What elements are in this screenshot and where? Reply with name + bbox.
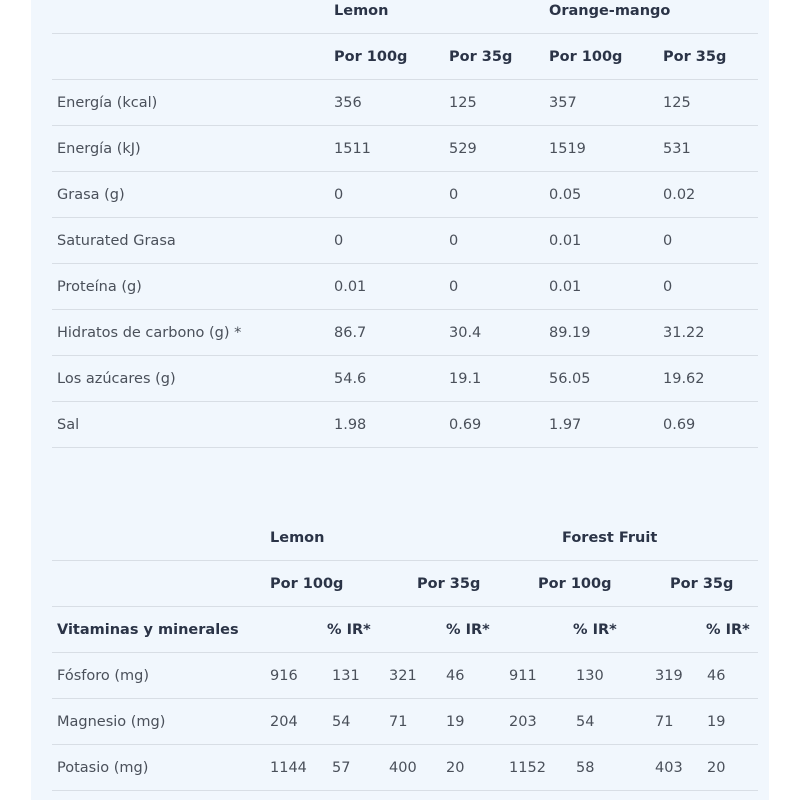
value-cell: 20 (702, 745, 758, 791)
row-label: Saturated Grasa (52, 218, 329, 264)
value-cell: 54 (327, 699, 384, 745)
value-cell: 30.4 (444, 310, 544, 356)
value-cell: 0.69 (658, 402, 758, 448)
portion-header: Por 100g (329, 34, 444, 80)
value-cell: 1152 (504, 745, 571, 791)
value-cell: 125 (444, 80, 544, 126)
ir-header: % IR* (504, 607, 650, 653)
value-cell: 19 (702, 699, 758, 745)
value-cell: 31.22 (658, 310, 758, 356)
flavor-header-row (52, 0, 758, 34)
value-cell: 356 (329, 80, 444, 126)
section-label: Vitaminas y minerales (52, 607, 265, 653)
portion-header: Por 35g (650, 561, 758, 607)
value-cell: 1511 (329, 126, 444, 172)
value-cell: 916 (265, 653, 327, 699)
value-cell: 0.69 (444, 402, 544, 448)
row-label: Energía (kJ) (52, 126, 329, 172)
value-cell: 125 (658, 80, 758, 126)
value-cell: 46 (702, 653, 758, 699)
value-cell: 911 (504, 653, 571, 699)
value-cell: 0 (658, 264, 758, 310)
value-cell: 54 (571, 699, 650, 745)
value-cell: 319 (650, 653, 702, 699)
value-cell: 1.98 (329, 402, 444, 448)
value-cell: 204 (265, 699, 327, 745)
table-row (52, 172, 758, 218)
value-cell: 0.01 (329, 264, 444, 310)
value-cell: 46 (441, 653, 504, 699)
nutrition-table (52, 0, 758, 448)
row-label: Hidratos de carbono (g) * (52, 310, 329, 356)
portion-header-row (52, 561, 758, 607)
row-label: Sal (52, 402, 329, 448)
ir-header-row (52, 607, 758, 653)
table-row (52, 653, 758, 699)
table-row (52, 80, 758, 126)
portion-header: Por 100g (504, 561, 650, 607)
value-cell: 71 (650, 699, 702, 745)
value-cell: 71 (384, 699, 441, 745)
flavor-header-lemon: Lemon (265, 515, 504, 561)
value-cell: 19 (441, 699, 504, 745)
table-row (52, 264, 758, 310)
row-label: Proteína (g) (52, 264, 329, 310)
empty-cell (52, 34, 329, 80)
value-cell: 400 (384, 745, 441, 791)
flavor-header-forest-fruit: Forest Fruit (504, 515, 758, 561)
value-cell: 89.19 (544, 310, 658, 356)
row-label: Magnesio (mg) (52, 699, 265, 745)
value-cell: 203 (504, 699, 571, 745)
value-cell: 531 (658, 126, 758, 172)
value-cell: 19.1 (444, 356, 544, 402)
portion-header: Por 100g (265, 561, 384, 607)
flavor-header-orange-mango: Orange-mango (544, 0, 758, 34)
value-cell: 57 (327, 745, 384, 791)
flavor-header-row (52, 515, 758, 561)
value-cell: 357 (544, 80, 658, 126)
value-cell: 529 (444, 126, 544, 172)
value-cell: 0 (329, 172, 444, 218)
value-cell: 19.62 (658, 356, 758, 402)
row-label: Grasa (g) (52, 172, 329, 218)
value-cell: 1519 (544, 126, 658, 172)
value-cell: 321 (384, 653, 441, 699)
value-cell: 1.97 (544, 402, 658, 448)
value-cell: 20 (441, 745, 504, 791)
value-cell: 56.05 (544, 356, 658, 402)
value-cell: 130 (571, 653, 650, 699)
flavor-header-lemon: Lemon (329, 0, 544, 34)
value-cell: 0 (444, 172, 544, 218)
value-cell: 54.6 (329, 356, 444, 402)
value-cell: 1144 (265, 745, 327, 791)
table-row (52, 356, 758, 402)
portion-header: Por 100g (544, 34, 658, 80)
table-row (52, 218, 758, 264)
value-cell: 0.05 (544, 172, 658, 218)
row-label: Los azúcares (g) (52, 356, 329, 402)
value-cell: 0.01 (544, 264, 658, 310)
portion-header: Por 35g (444, 34, 544, 80)
ir-header: % IR* (650, 607, 758, 653)
value-cell: 58 (571, 745, 650, 791)
table-row (52, 310, 758, 356)
value-cell: 86.7 (329, 310, 444, 356)
table-row (52, 126, 758, 172)
empty-cell (52, 0, 329, 34)
value-cell: 0 (658, 218, 758, 264)
value-cell: 0 (444, 218, 544, 264)
ir-header: % IR* (265, 607, 384, 653)
portion-header: Por 35g (658, 34, 758, 80)
row-label: Potasio (mg) (52, 745, 265, 791)
portion-header-row (52, 34, 758, 80)
value-cell: 403 (650, 745, 702, 791)
portion-header: Por 35g (384, 561, 504, 607)
value-cell: 0 (329, 218, 444, 264)
empty-cell (52, 561, 265, 607)
row-label: Energía (kcal) (52, 80, 329, 126)
table-row (52, 745, 758, 791)
ir-header: % IR* (384, 607, 504, 653)
table-row (52, 402, 758, 448)
empty-cell (52, 515, 265, 561)
table-row (52, 699, 758, 745)
row-label: Fósforo (mg) (52, 653, 265, 699)
minerals-table (52, 515, 758, 791)
value-cell: 0.02 (658, 172, 758, 218)
value-cell: 0 (444, 264, 544, 310)
value-cell: 131 (327, 653, 384, 699)
value-cell: 0.01 (544, 218, 658, 264)
